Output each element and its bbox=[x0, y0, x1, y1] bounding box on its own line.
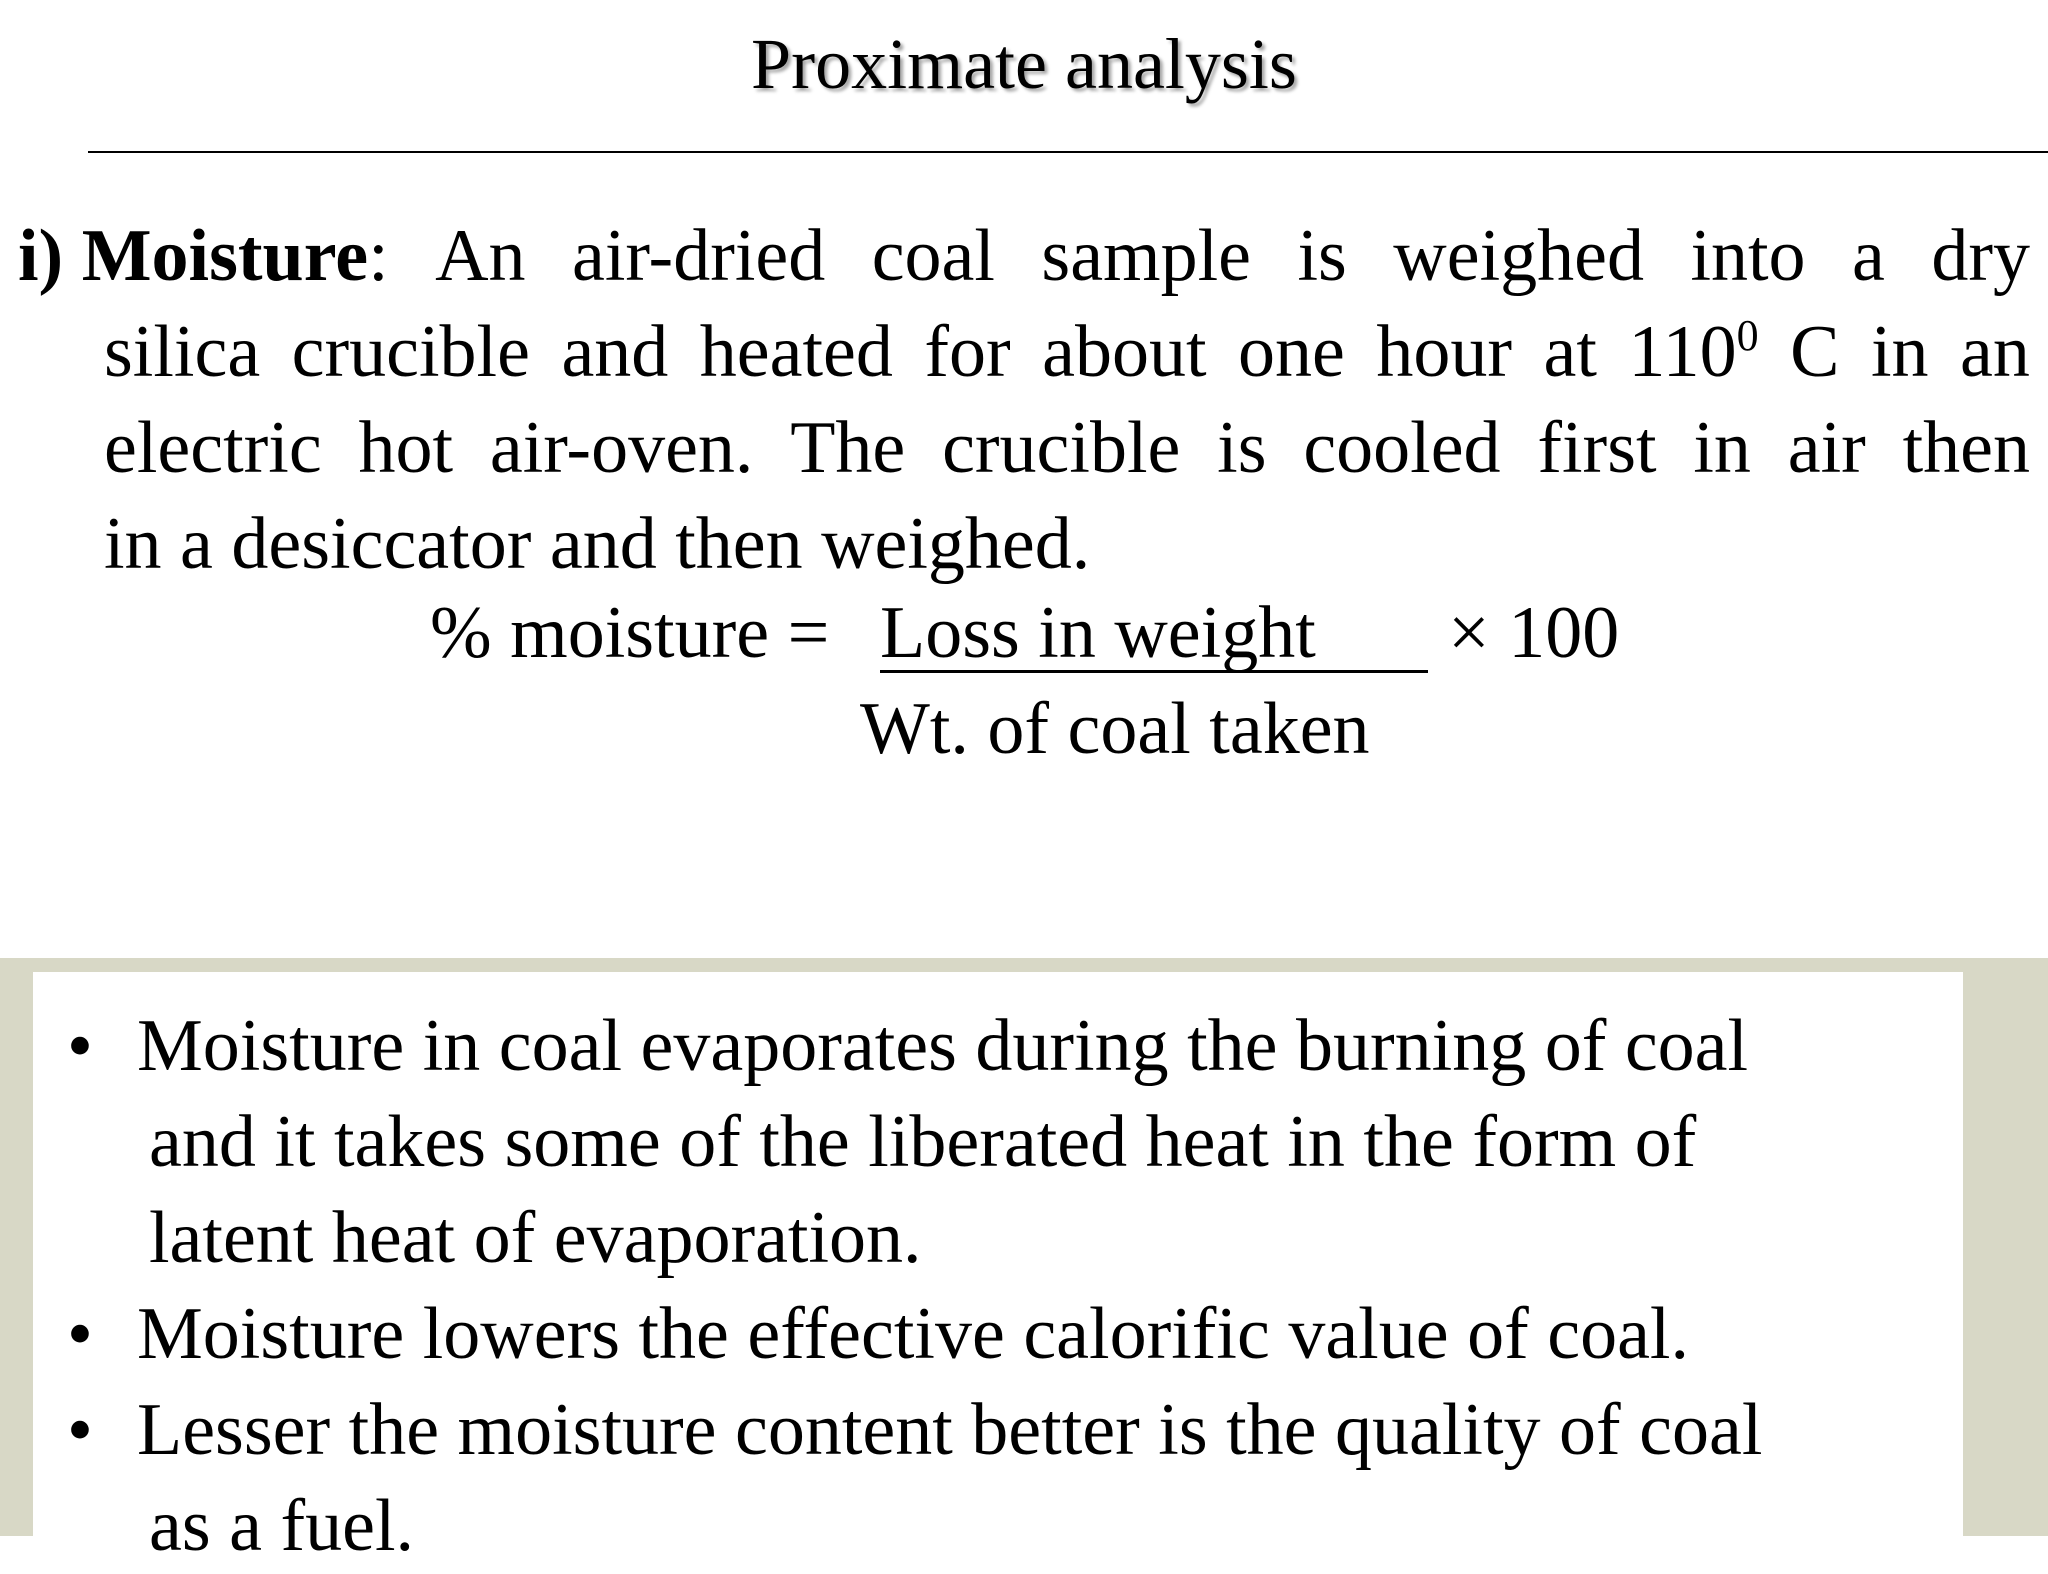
moisture-section bbox=[18, 208, 2030, 592]
paragraph-word: then bbox=[1902, 407, 2030, 489]
degree-superscript: 0 bbox=[1736, 311, 1759, 360]
formula-multiplier: × 100 bbox=[1448, 592, 1620, 674]
paragraph-word: electric bbox=[104, 407, 322, 489]
paragraph-word: one bbox=[1238, 311, 1345, 393]
bullet-item bbox=[55, 1286, 1935, 1382]
paragraph-word: at bbox=[1543, 311, 1597, 393]
paragraph-word: air-dried bbox=[571, 215, 826, 297]
paragraph-word: coal bbox=[871, 215, 995, 297]
paragraph-word: cooled bbox=[1303, 407, 1501, 489]
paragraph-word: about bbox=[1042, 311, 1207, 393]
paragraph-word: weighed bbox=[1393, 215, 1644, 297]
bullet-item bbox=[55, 998, 1935, 1286]
paragraph-word: first bbox=[1537, 407, 1657, 489]
paragraph-word: An bbox=[435, 215, 526, 297]
paragraph-word: dry bbox=[1931, 215, 2030, 297]
bullet-line: latent heat of evaporation. bbox=[149, 1197, 922, 1279]
paragraph-word: air-oven. bbox=[489, 407, 754, 489]
bullet-mark: • bbox=[67, 1005, 93, 1087]
title-divider bbox=[88, 151, 2048, 153]
paragraph-word: $110^0$ bbox=[1628, 311, 1759, 393]
formula-denominator: Wt. of coal taken bbox=[860, 688, 1370, 770]
formula-lhs: % moisture = bbox=[430, 592, 830, 674]
formula-numerator: Loss in weight bbox=[880, 590, 1428, 673]
notes-card bbox=[33, 972, 1963, 1567]
bullet-line: Moisture in coal evaporates during the burning of coal bbox=[137, 1005, 1749, 1087]
bullet-mark: • bbox=[67, 1293, 93, 1375]
paragraph-word: air bbox=[1787, 407, 1866, 489]
notes-bullet-list bbox=[55, 998, 1935, 1574]
bullet-line: Lesser the moisture content better is the quality of coal bbox=[137, 1389, 1763, 1471]
paragraph-word: crucible bbox=[291, 311, 530, 393]
paragraph-word: hour bbox=[1376, 311, 1513, 393]
heading-colon: : bbox=[368, 215, 389, 297]
paragraph-text: in a desiccator and then weighed. bbox=[104, 503, 1091, 585]
paragraph-word: and bbox=[561, 311, 669, 393]
paragraph-word: a bbox=[1852, 215, 1885, 297]
paragraph-word: for bbox=[924, 311, 1011, 393]
bullet-item bbox=[55, 1382, 1935, 1574]
paragraph-word: sample bbox=[1041, 215, 1252, 297]
paragraph-line-4 bbox=[18, 496, 2030, 592]
paragraph-word: C bbox=[1790, 311, 1840, 393]
bullet-line: and it takes some of the liberated heat in the form of bbox=[149, 1101, 1697, 1183]
paragraph-word: is bbox=[1217, 407, 1267, 489]
paragraph-word: an bbox=[1960, 311, 2030, 393]
notes-band bbox=[0, 958, 2048, 1567]
slide-title: Proximate analysis bbox=[751, 24, 1297, 104]
heading-number: i) bbox=[18, 215, 64, 297]
moisture-heading bbox=[18, 208, 389, 304]
moisture-formula bbox=[0, 590, 2048, 780]
paragraph-word: in bbox=[1871, 311, 1929, 393]
heading-word: Moisture bbox=[81, 215, 369, 297]
paragraph-word: is bbox=[1297, 215, 1347, 297]
paragraph-line-1 bbox=[18, 208, 2030, 304]
paragraph-word: in bbox=[1693, 407, 1751, 489]
paragraph-word: hot bbox=[358, 407, 454, 489]
bullet-line: as a fuel. bbox=[149, 1485, 415, 1567]
paragraph-word: The bbox=[790, 407, 906, 489]
paragraph-line-2 bbox=[18, 304, 2030, 400]
paragraph-word: heated bbox=[699, 311, 893, 393]
paragraph-word: silica bbox=[104, 311, 261, 393]
paragraph-line-3 bbox=[18, 400, 2030, 496]
bullet-line: Moisture lowers the effective calorific value of coal. bbox=[137, 1293, 1689, 1375]
bullet-mark: • bbox=[67, 1389, 93, 1471]
paragraph-word: crucible bbox=[942, 407, 1181, 489]
paragraph-word: into bbox=[1690, 215, 1806, 297]
